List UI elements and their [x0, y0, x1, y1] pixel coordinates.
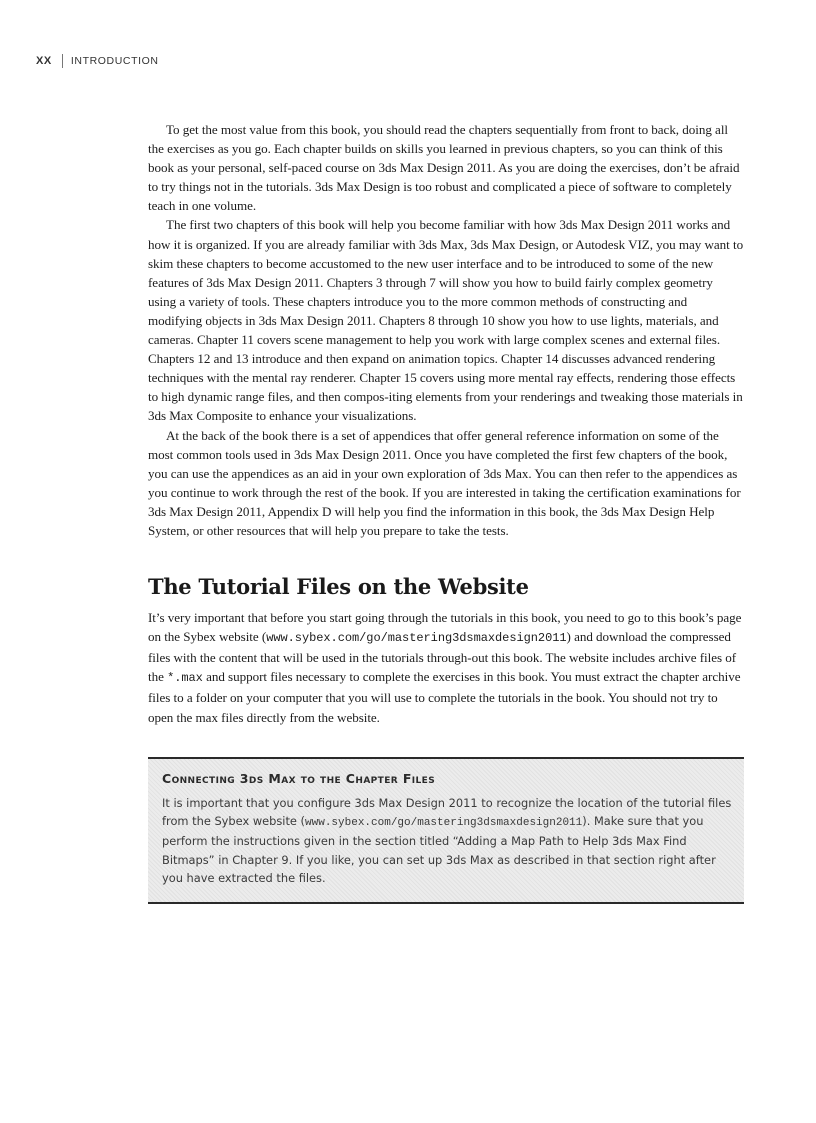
- intro-paragraph-2: The first two chapters of this book will help you become familiar with how 3ds Max Design 2011 works and how it is organized. If you are already familiar with 3ds Max, 3ds Max Design, or Autodesk VIZ, you may want to skim these chapters to become accustomed to the new user interface and to be introduced to some of the new features of 3ds Max Design 2011. Chapters 3 through 7 will show you how to build fairly complex geometry using a variety of tools. These chapters introduce you to the more common methods of constructing and modifying objects in 3ds Max Design 2011. Chapters 8 through 10 show you how to use lights, materials, and cameras. Chapter 11 covers scene management to help you work with large complex scenes and external files. Chapters 12 and 13 introduce and then expand on animation topics. Chapter 14 discusses advanced rendering techniques with the mental ray renderer. Chapter 15 covers using more mental ray effects, rendering those effects to high dynamic range files, and then compos-iting elements from your renderings and tweaking those materials in 3ds Max Composite to enhance your visualizations.: [148, 217, 744, 424]
- running-head: [36, 54, 159, 68]
- running-head-section: INTRODUCTION: [70, 55, 159, 67]
- max-file-extension: *.max: [167, 671, 203, 686]
- sidebar-paragraph: [162, 794, 734, 888]
- website-link[interactable]: www.sybex.com/go/mastering3dsmaxdesign2011: [266, 631, 567, 646]
- page-body: [148, 120, 744, 904]
- sidebar-website-link[interactable]: www.sybex.com/go/mastering3dsmaxdesign2011: [305, 817, 583, 830]
- sidebar-text-2: ). Make sure that you perform the instructions given in the section titled “Adding a Map Path to Help 3ds Max Find Bitmaps” in Chapter 9. If you like, you can set up 3ds Max as described in that section right after you have extracted the files.: [162, 814, 716, 886]
- section-text-1: It’s very important that before you start going through the tutorials in this book, you need to go to this book’s page on the Sybex website (: [148, 610, 742, 645]
- section-heading: The Tutorial Files on the Website: [148, 574, 529, 600]
- header-divider: [62, 54, 63, 68]
- page-number: XX: [36, 55, 52, 67]
- section-text-3: and support files necessary to complete the exercises in this book. You must extract the chapter archive files to a folder on your computer that you will use to complete the tutorials in the book. You should not try to open the max files directly from the website.: [148, 669, 741, 725]
- intro-paragraph-1: To get the most value from this book, you should read the chapters sequentially from front to back, doing all the exercises as you go. Each chapter builds on skills you learned in previous chapters, so you can think of this book as your personal, self-paced course on 3ds Max Design 2011. As you are doing the exercises, don’t be afraid to try things not in the tutorials. 3ds Max Design is too robust and complicated a piece of software to completely teach in one volume.: [148, 122, 740, 214]
- sidebar-box: [148, 757, 744, 904]
- section-text-2: ) and download the compressed files with the content that will be used in the tutorials through-out this book. The website includes archive files of the: [148, 629, 737, 685]
- sidebar-title: Connecting 3ds Max to the Chapter Files: [162, 770, 436, 786]
- section-paragraph: [148, 608, 744, 727]
- sidebar-text-1: It is important that you configure 3ds Max Design 2011 to recognize the location of the tutorial files from the Sybex website (: [162, 795, 732, 829]
- intro-paragraph-3: At the back of the book there is a set of appendices that offer general reference information on some of the most common tools used in 3ds Max Design 2011. Once you have completed the first few chapters of the book, you can use the appendices as an aid in your own exploration of 3ds Max. You can then refer to the appendices as you continue to work through the rest of the book. If you are interested in taking the certification examinations for 3ds Max Design 2011, Appendix D will help you find the information in this book, the 3ds Max Design Help System, or other resources that will help you prepare to take the tests.: [148, 427, 741, 538]
